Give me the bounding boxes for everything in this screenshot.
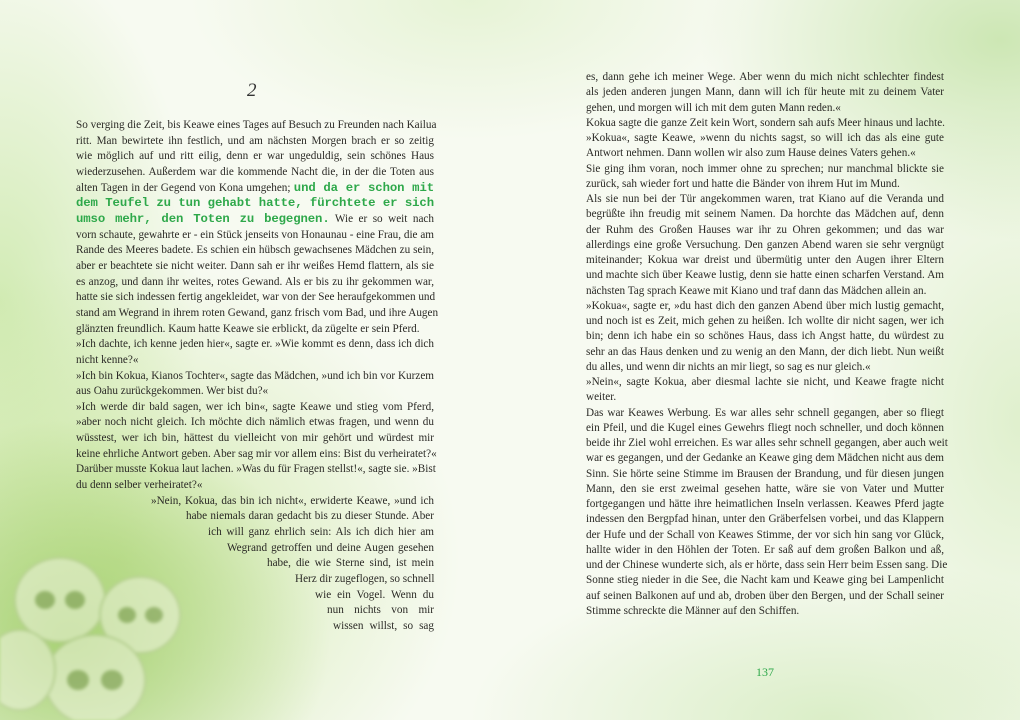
- paragraph: [586, 70, 944, 116]
- paragraph: [586, 162, 944, 193]
- text-line: Mann, den sie erst zweimal gesehen hatte, wäre sie von Vater und Mutter: [586, 482, 944, 495]
- text-line: Rande des Meeres badete. Es schien ein hübsch gewachsenes Mädchen zu sein,: [76, 244, 434, 257]
- text-line: es, dann gehe ich meiner Wege. Aber wenn du mich nicht schlechter findest: [586, 71, 944, 83]
- text-line: Antwort nehmen. Dann wollen wir also zum Hause deines Vaters gehen.«: [586, 147, 916, 160]
- text-line: indessen den Bergpfad hinan, unter den Gräberfelsen vorbei, und das Klappern: [586, 513, 944, 526]
- text-line: Das war Keawes Werbung. Es war alles sehr schnell gegangen, aber so fliegt: [586, 406, 944, 419]
- text-line: und machte sich über Keawe lustig, denn sie hatte einen scharfen Verstand. Am: [586, 269, 944, 282]
- text-line: miteinander; Kokua war dreist und übermütig unter den Augen ihrer Eltern: [586, 254, 944, 266]
- text-line: weiter.: [586, 391, 617, 404]
- text-line: »aber noch nicht gleich. Ich möchte dich nämlich etwas fragen, und wenn du: [76, 416, 434, 429]
- text-line: beide ihr Ziel wohl erreichen. Es war alles sehr schnell gegangen, aber auch weit: [586, 437, 948, 449]
- text-line: du denn selber verheiratet?«: [76, 479, 203, 492]
- text-line: Darüber musste Kokua laut lachen. »Was du für Fragen stellst!«, sagte sie. »Bist: [76, 463, 436, 476]
- paragraph: [76, 462, 434, 493]
- right-page-text: [586, 70, 948, 619]
- text-segment: alten Tagen in der Gegend von Kona umgehen;: [76, 181, 294, 194]
- paragraph: [586, 375, 944, 406]
- text-line: hallte wider in den Höhlen der Toten. Er saß auf dem großen Balkon und aß,: [586, 543, 944, 556]
- chapter-number: 2: [247, 80, 257, 101]
- highlighted-text: und da er schon mit: [293, 180, 435, 195]
- paragraph: [586, 299, 944, 375]
- highlighted-text: dem Teufel zu tun gehabt hatte, fürchtete er sich: [76, 196, 434, 211]
- text-line: auf seinen Balkonen auf und ab, droben über den Bergen, und der Schall seiner: [586, 589, 944, 602]
- text-line: »Nein, Kokua, das bin ich nicht«, erwiderte Keawe, »und ich: [151, 494, 434, 507]
- text-line: »Kokua«, sagte Keawe, »wenn du nichts sagst, so will ich das als eine gute: [586, 132, 944, 144]
- text-line: nächsten Tag sprach Keawe mit Kiano und traf dann das Mädchen allein an.: [586, 284, 927, 297]
- text-line: sehr an das Haus denken und zu wenig an den Mann, der dich liebt. Nun weißt: [586, 345, 944, 358]
- text-line: allerdings eine große Versuchung. Den ganzen Abend waren sie sehr vergnügt: [586, 238, 944, 251]
- text-line: Als sie nun bei der Tür angekommen waren, trat Kiano auf die Veranda und: [586, 193, 944, 205]
- paragraph: [76, 400, 437, 463]
- text-line: habe niemals daran gedacht bis zu dieser Stunde. Aber: [186, 510, 434, 523]
- text-line: Herz dir zugeflogen, so schnell: [295, 573, 435, 586]
- text-line: So verging die Zeit, bis Keawe eines Tages auf Besuch zu Freunden nach Kailua: [76, 119, 437, 131]
- text-line: nun nichts von mir: [327, 604, 434, 617]
- text-line: Sinn. Sie hörte seine Stimme im Brausen der Brandung, und für diesen jungen: [586, 467, 944, 480]
- text-line: wüsstest, wer ich bin, hättest du vielleicht von mir gehört und würdest mir: [76, 432, 434, 445]
- text-line: keine ehrliche Antwort geben. Aber sag mir vor allem eins: Bist du verheiratet?«: [76, 447, 437, 460]
- text-line: »Kokua«, sagte er, »du hast dich den ganzen Abend über mich lustig gemacht,: [586, 299, 944, 312]
- page-number: 137: [756, 665, 774, 679]
- text-line: der Hufe und der Schall von Keawes Stimme, der vor sich hin sang vor Glück,: [586, 528, 944, 541]
- paragraph: [76, 337, 434, 368]
- text-line: [76, 212, 434, 228]
- text-line: hatte sie sich indessen fertig angekleidet, war von der See heraufgekommen und: [76, 291, 436, 304]
- text-line: [76, 181, 434, 197]
- text-line: gehen, und morgen will ich mit dem guten Mann reden.«: [586, 101, 841, 114]
- text-line: »Ich werde dir bald sagen, wer ich bin«, sagte Keawe und stieg vom Pferd,: [76, 400, 434, 413]
- text-line: [76, 196, 434, 212]
- text-line: Sie ging ihm voran, noch immer ohne zu sprechen; nur manchmal blickte sie: [586, 162, 944, 175]
- text-line: ein Pfeil, und die Kugel eines Gewehrs fliegt noch schneller, und doch können: [586, 421, 944, 434]
- text-line: und der Chinese wunderte sich, als er hörte, dass sein Herr beim Essen sang. Die: [586, 559, 948, 571]
- text-line: stand am Wegrand in ihrem roten Gewand, ganz frisch vom Bad, und ihre Augen: [76, 306, 439, 319]
- text-line: ritt. Man bewirtete ihn festlich, und am nächsten Morgen brach er so zeitig: [76, 134, 434, 147]
- text-line: Kokua sagte die ganze Zeit kein Wort, sondern sah aufs Meer hinaus und lachte.: [586, 116, 945, 129]
- paragraph: [76, 494, 434, 635]
- text-segment: Wie er so weit nach: [329, 212, 434, 225]
- text-line: vorn schaute, gewahrte er - ein Stück jenseits von Honaunau - eine Frau, die am: [76, 228, 434, 241]
- paragraph: [586, 406, 948, 620]
- text-line: und noch ist es Zeit, mich gehen zu heißen. Ich wollte dir nicht sagen, wer ich: [586, 315, 944, 327]
- text-line: zurück, sah wieder fort und hatte die Bänder von ihrem Hut im Mund.: [586, 177, 900, 190]
- left-page-text: [76, 118, 439, 635]
- text-line: es anzog, und dann ihr weites, rotes Gewand. Als er bis zu ihr gekommen war,: [76, 275, 434, 288]
- text-line: glänzten freundlich. Kaum hatte Keawe sie erblickt, da zügelte er sein Pferd.: [76, 322, 420, 335]
- text-line: Stimme schreckte die Männer auf den Schiffen.: [586, 604, 800, 617]
- text-line: wie ein Vogel. Wenn du: [315, 588, 434, 601]
- text-line: »Ich bin Kokua, Kianos Tochter«, sagte das Mädchen, »und ich bin vor Kurzem: [76, 369, 434, 382]
- paragraph: [76, 369, 434, 400]
- text-line: du alles, und wenn dir nichts an mir liegt, so sag es nur gleich.«: [586, 360, 871, 373]
- text-line: fortgegangen und hätte ihre heimatlichen Inseln verlassen. Keawes Pferd jagte: [586, 498, 944, 510]
- paragraph: [76, 118, 439, 337]
- text-line: aus Oahu zurückgekommen. Wer bist du?«: [76, 385, 269, 398]
- text-line: Sonne stieg nieder in die See, die Nacht kam und Keawe ging bei Lampenlicht: [586, 574, 944, 587]
- text-line: »Nein«, sagte Kokua, aber diesmal lachte sie nicht, und Keawe fragte nicht: [586, 376, 944, 388]
- text-line: aber er beachtete sie nicht weiter. Dann sah er ihr weißes Hemd flattern, als sie: [76, 259, 434, 272]
- text-line: der Ruhm des Großen Hauses war ihr zu Ohren gekommen; und das war: [586, 223, 944, 236]
- text-line: »Ich dachte, ich kenne jeden hier«, sagte er. »Wie kommt es denn, dass ich dich: [76, 338, 434, 351]
- text-line: habe, die wie Sterne sind, ist mein: [267, 557, 434, 570]
- paragraph: [586, 131, 944, 162]
- text-line: Wegrand getroffen und deine Augen gesehen: [227, 541, 434, 554]
- text-line: als jeden anderen jungen Mann, dann will ich für heute mit zu deinem Vater: [586, 86, 944, 99]
- text-line: wissen willst, so sag: [333, 620, 434, 632]
- text-line: bin; denn ich habe ein so schönes Haus, dass ich Angst hatte, du würdest zu: [586, 330, 944, 343]
- text-line: nicht kenne?«: [76, 353, 139, 366]
- highlighted-text: umso mehr, den Toten zu begegnen.: [76, 211, 330, 226]
- text-line: begrüßte ihn freudig mit seinem Namen. Da horchte das Mädchen auf, denn: [586, 208, 944, 221]
- paragraph: [586, 116, 944, 131]
- paragraph: [586, 192, 944, 299]
- text-line: ich will ganz ehrlich sein: Als ich dich hier am: [208, 526, 434, 539]
- text-line: wie möglich auf und ritt eilig, denn er war ungeduldig, sein schönes Haus: [76, 150, 434, 163]
- text-line: wiederzusehen. Außerdem war die kommende Nacht die, in der die Toten aus: [76, 165, 434, 178]
- text-line: war es gegangen, und der Gedanke an Keawe ging dem Mädchen nicht aus dem: [586, 452, 944, 465]
